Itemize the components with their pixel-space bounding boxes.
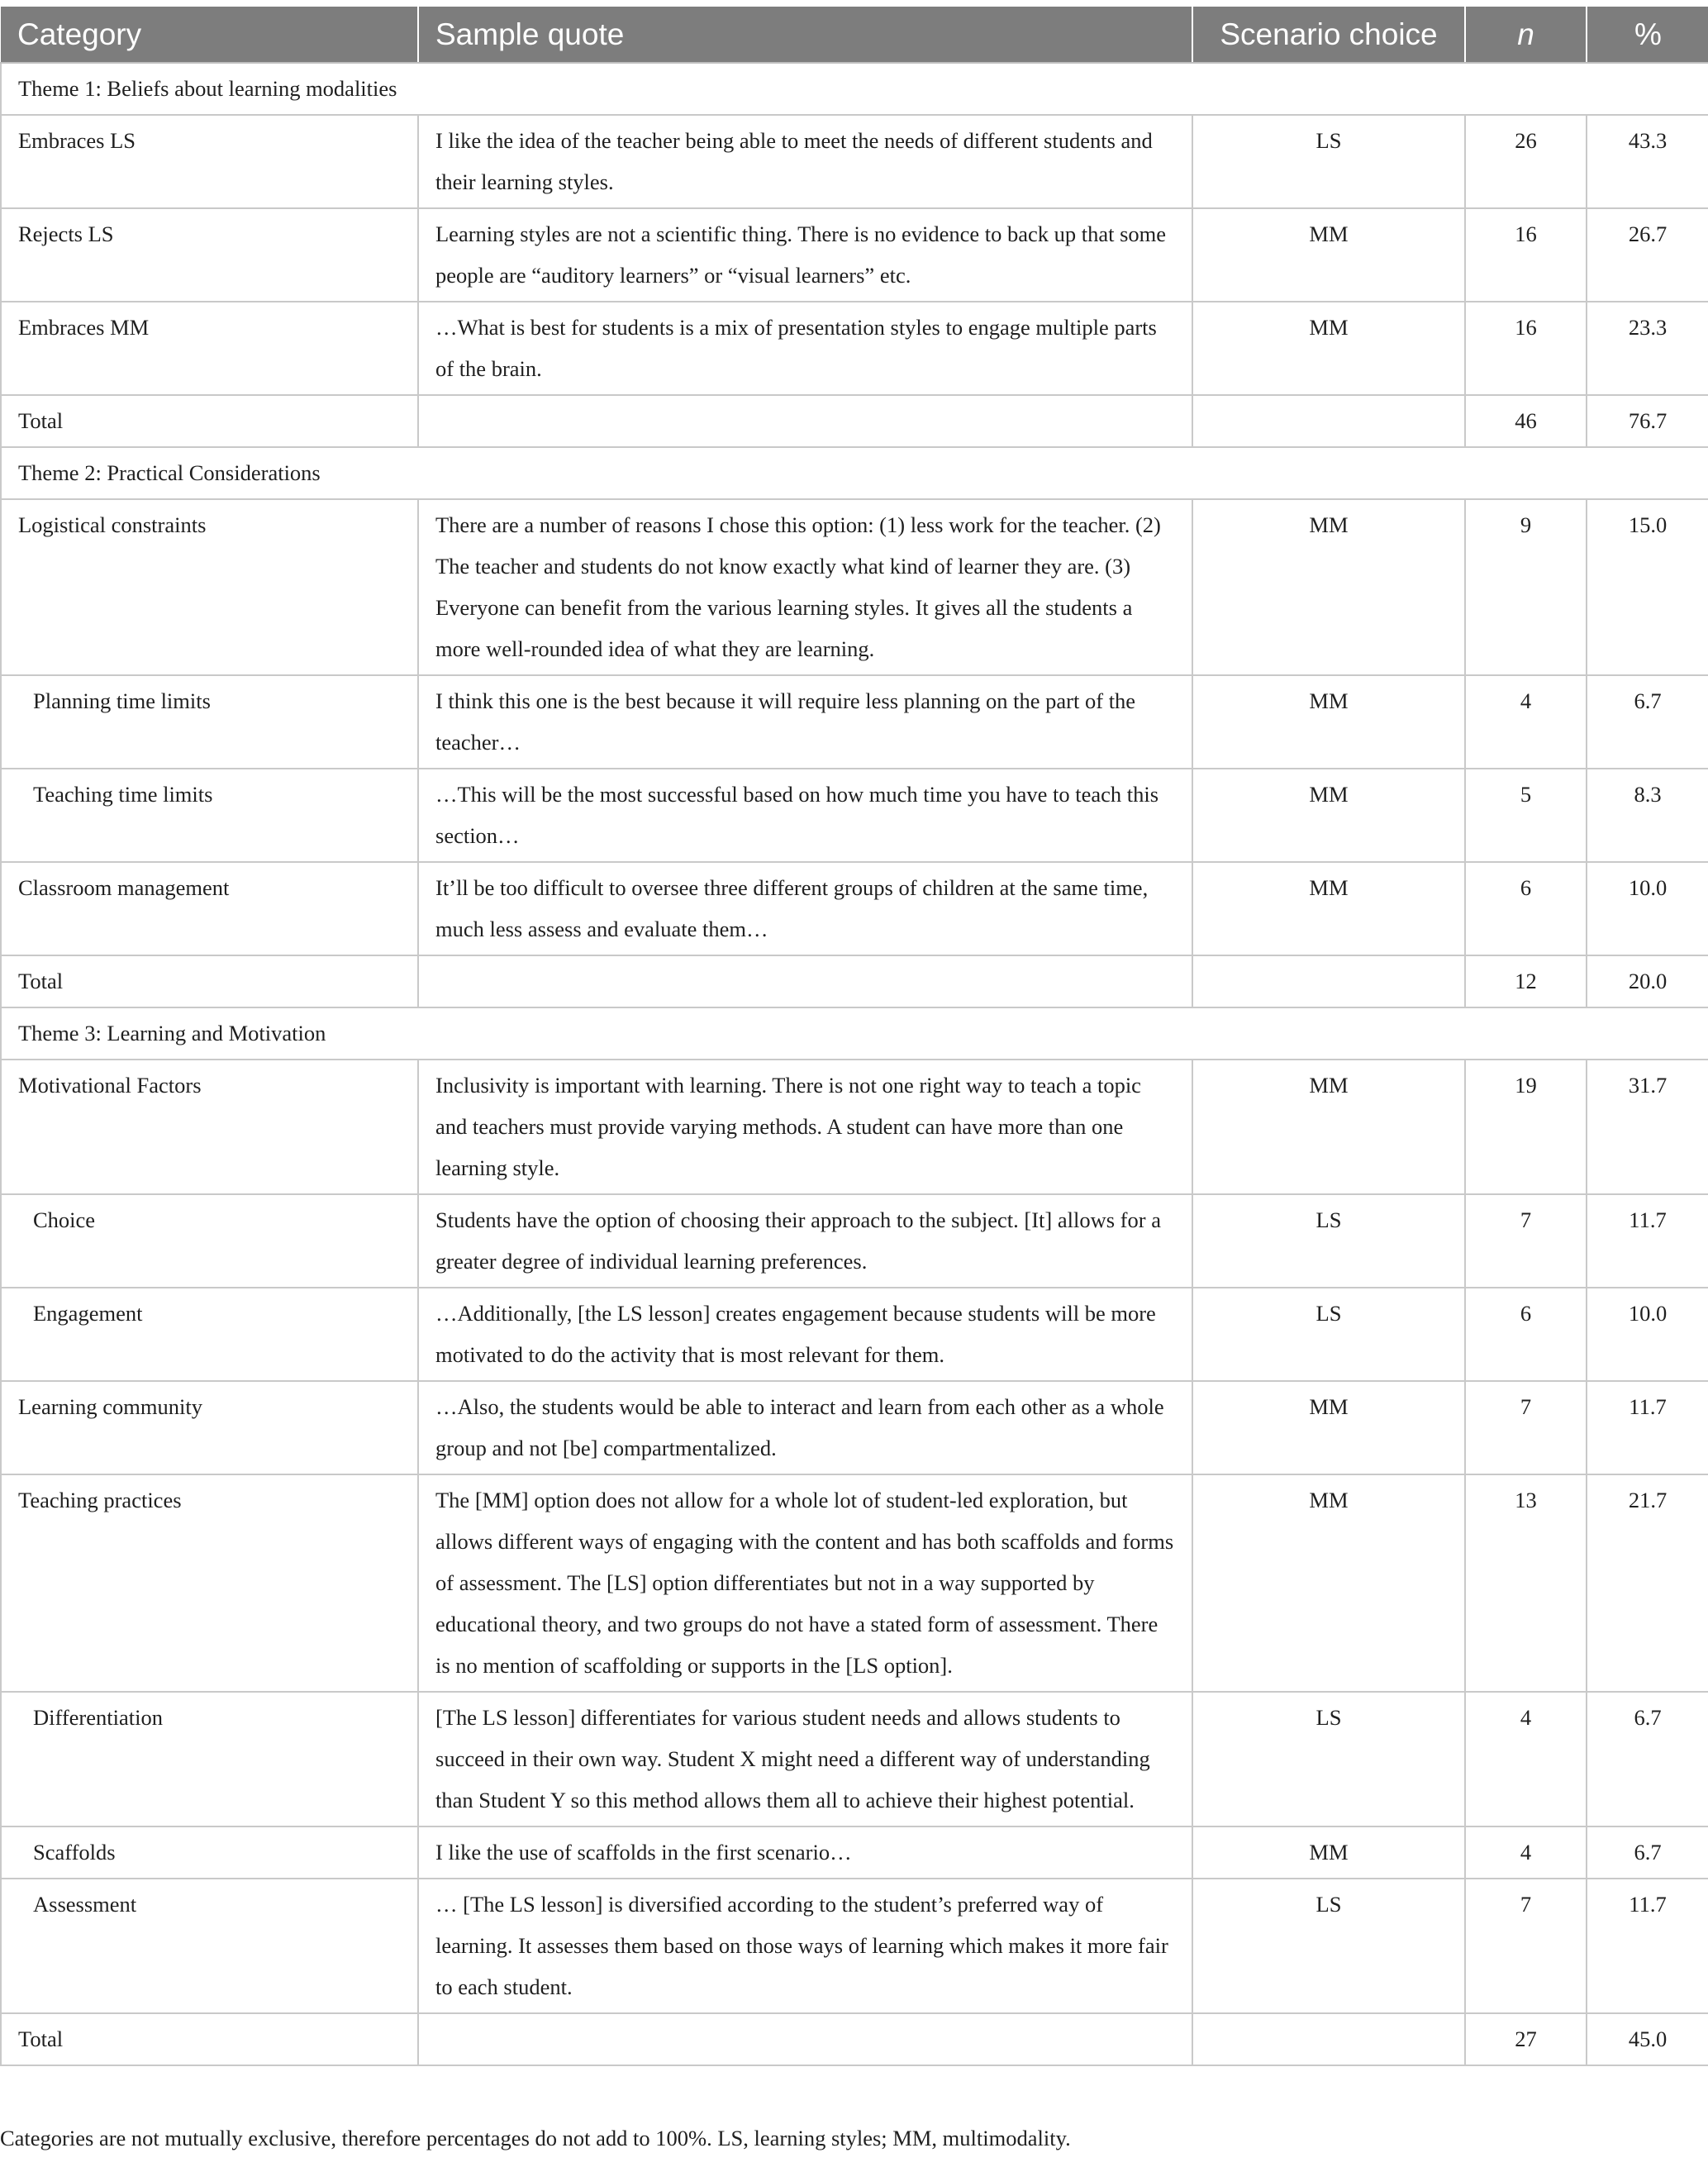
category-cell: Rejects LS [1, 208, 418, 302]
header-n-label: n [1517, 17, 1534, 51]
sample-quote-cell: Students have the option of choosing their approach to the subject. [It] allows for a greater degree of individual learning preferences. [418, 1194, 1192, 1288]
sample-quote-cell: …This will be the most successful based on how much time you have to teach this section… [418, 769, 1192, 862]
category-cell: Embraces LS [1, 115, 418, 208]
n-cell: 4 [1465, 675, 1587, 769]
category-cell: Teaching time limits [1, 769, 418, 862]
n-cell: 9 [1465, 499, 1587, 675]
n-cell: 5 [1465, 769, 1587, 862]
category-cell: Differentiation [1, 1692, 418, 1826]
theme-label: Theme 3: Learning and Motivation [1, 1007, 1708, 1060]
theme-label: Theme 1: Beliefs about learning modalities [1, 63, 1708, 115]
category-cell: Planning time limits [1, 675, 418, 769]
percent-cell: 11.7 [1587, 1381, 1708, 1474]
category-cell: Assessment [1, 1879, 418, 2013]
scenario-choice-cell: MM [1192, 1474, 1465, 1692]
n-cell: 4 [1465, 1692, 1587, 1826]
table-row [1, 1826, 1708, 1879]
n-cell: 13 [1465, 1474, 1587, 1692]
n-cell: 12 [1465, 955, 1587, 1007]
percent-cell: 6.7 [1587, 1692, 1708, 1826]
percent-cell: 23.3 [1587, 302, 1708, 395]
header-category: Category [1, 7, 418, 63]
percent-cell: 20.0 [1587, 955, 1708, 1007]
percent-cell: 6.7 [1587, 675, 1708, 769]
percent-cell: 10.0 [1587, 1288, 1708, 1381]
header-percent: % [1587, 7, 1708, 63]
n-cell: 7 [1465, 1381, 1587, 1474]
total-row [1, 955, 1708, 1007]
sample-quote-cell: [The LS lesson] differentiates for various student needs and allows students to succeed in their own way. Student X might need a different way of understanding than Student Y so this method allows them all to achieve their highest potential. [418, 1692, 1192, 1826]
themes-table [0, 7, 1708, 2066]
category-cell: Total [1, 395, 418, 447]
n-cell: 27 [1465, 2013, 1587, 2065]
table-row [1, 302, 1708, 395]
n-cell: 46 [1465, 395, 1587, 447]
n-cell: 19 [1465, 1060, 1587, 1194]
theme-row [1, 63, 1708, 115]
category-cell: Classroom management [1, 862, 418, 955]
theme-row [1, 447, 1708, 499]
table-row [1, 1288, 1708, 1381]
table-row [1, 1879, 1708, 2013]
sample-quote-cell [418, 2013, 1192, 2065]
sample-quote-cell: I like the idea of the teacher being able to meet the needs of different students and their learning styles. [418, 115, 1192, 208]
n-cell: 16 [1465, 208, 1587, 302]
category-cell: Choice [1, 1194, 418, 1288]
table-row [1, 1381, 1708, 1474]
sample-quote-cell: … [The LS lesson] is diversified according to the student’s preferred way of learning. It assesses them based on those ways of learning which makes it more fair to each student. [418, 1879, 1192, 2013]
sample-quote-cell: …What is best for students is a mix of presentation styles to engage multiple parts of the brain. [418, 302, 1192, 395]
percent-cell: 26.7 [1587, 208, 1708, 302]
category-cell: Total [1, 2013, 418, 2065]
scenario-choice-cell: MM [1192, 302, 1465, 395]
table-row [1, 675, 1708, 769]
sample-quote-cell: I think this one is the best because it will require less planning on the part of the teacher… [418, 675, 1192, 769]
sample-quote-cell: …Also, the students would be able to interact and learn from each other as a whole group and not [be] compartmentalized. [418, 1381, 1192, 1474]
percent-cell: 15.0 [1587, 499, 1708, 675]
table-row [1, 1060, 1708, 1194]
table-row [1, 862, 1708, 955]
percent-cell: 43.3 [1587, 115, 1708, 208]
n-cell: 6 [1465, 862, 1587, 955]
percent-cell: 21.7 [1587, 1474, 1708, 1692]
theme-row [1, 1007, 1708, 1060]
category-cell: Total [1, 955, 418, 1007]
scenario-choice-cell: LS [1192, 1194, 1465, 1288]
table-body [1, 63, 1708, 2065]
table-row [1, 499, 1708, 675]
sample-quote-cell [418, 955, 1192, 1007]
header-scenario-choice: Scenario choice [1192, 7, 1465, 63]
category-cell: Embraces MM [1, 302, 418, 395]
scenario-choice-cell: LS [1192, 115, 1465, 208]
header-sample-quote: Sample quote [418, 7, 1192, 63]
sample-quote-cell: I like the use of scaffolds in the first scenario… [418, 1826, 1192, 1879]
category-cell: Logistical constraints [1, 499, 418, 675]
sample-quote-cell [418, 395, 1192, 447]
sample-quote-cell: The [MM] option does not allow for a whole lot of student-led exploration, but allows different ways of engaging with the content and has both scaffolds and forms of assessment. The [LS] option differentiates but not in a way supported by educational theory, and two groups do not have a stated form of assessment. There is no mention of scaffolding or supports in the [LS option]. [418, 1474, 1192, 1692]
scenario-choice-cell [1192, 955, 1465, 1007]
n-cell: 7 [1465, 1879, 1587, 2013]
n-cell: 6 [1465, 1288, 1587, 1381]
scenario-choice-cell: MM [1192, 769, 1465, 862]
header-row [1, 7, 1708, 63]
scenario-choice-cell: MM [1192, 862, 1465, 955]
category-cell: Teaching practices [1, 1474, 418, 1692]
scenario-choice-cell: MM [1192, 1060, 1465, 1194]
sample-quote-cell: Inclusivity is important with learning. There is not one right way to teach a topic and teachers must provide varying methods. A student can have more than one learning style. [418, 1060, 1192, 1194]
scenario-choice-cell: LS [1192, 1692, 1465, 1826]
table-row [1, 208, 1708, 302]
percent-cell: 31.7 [1587, 1060, 1708, 1194]
n-cell: 4 [1465, 1826, 1587, 1879]
category-cell: Engagement [1, 1288, 418, 1381]
percent-cell: 8.3 [1587, 769, 1708, 862]
percent-cell: 11.7 [1587, 1194, 1708, 1288]
table-row [1, 115, 1708, 208]
scenario-choice-cell [1192, 395, 1465, 447]
total-row [1, 2013, 1708, 2065]
percent-cell: 11.7 [1587, 1879, 1708, 2013]
category-cell: Scaffolds [1, 1826, 418, 1879]
scenario-choice-cell: MM [1192, 1381, 1465, 1474]
theme-label: Theme 2: Practical Considerations [1, 447, 1708, 499]
sample-quote-cell: There are a number of reasons I chose this option: (1) less work for the teacher. (2) The teacher and students do not know exactly what kind of learner they are. (3) Everyone can benefit from the various learning styles. It gives all the students a more well-rounded idea of what they are learning. [418, 499, 1192, 675]
table-footnote: Categories are not mutually exclusive, therefore percentages do not add to 100%. LS, learning styles; MM, multimodality. [0, 2126, 1071, 2150]
scenario-choice-cell [1192, 2013, 1465, 2065]
table-row [1, 1692, 1708, 1826]
scenario-choice-cell: MM [1192, 675, 1465, 769]
header-n [1465, 7, 1587, 63]
percent-cell: 76.7 [1587, 395, 1708, 447]
category-cell: Motivational Factors [1, 1060, 418, 1194]
scenario-choice-cell: LS [1192, 1288, 1465, 1381]
table-row [1, 1474, 1708, 1692]
n-cell: 16 [1465, 302, 1587, 395]
table-container [0, 7, 1708, 2066]
total-row [1, 395, 1708, 447]
sample-quote-cell: It’ll be too difficult to oversee three different groups of children at the same time, much less assess and evaluate them… [418, 862, 1192, 955]
n-cell: 26 [1465, 115, 1587, 208]
sample-quote-cell: Learning styles are not a scientific thing. There is no evidence to back up that some people are “auditory learners” or “visual learners” etc. [418, 208, 1192, 302]
scenario-choice-cell: MM [1192, 499, 1465, 675]
sample-quote-cell: …Additionally, [the LS lesson] creates engagement because students will be more motivated to do the activity that is most relevant for them. [418, 1288, 1192, 1381]
n-cell: 7 [1465, 1194, 1587, 1288]
percent-cell: 6.7 [1587, 1826, 1708, 1879]
percent-cell: 10.0 [1587, 862, 1708, 955]
scenario-choice-cell: MM [1192, 208, 1465, 302]
category-cell: Learning community [1, 1381, 418, 1474]
table-row [1, 1194, 1708, 1288]
percent-cell: 45.0 [1587, 2013, 1708, 2065]
table-row [1, 769, 1708, 862]
scenario-choice-cell: LS [1192, 1879, 1465, 2013]
scenario-choice-cell: MM [1192, 1826, 1465, 1879]
